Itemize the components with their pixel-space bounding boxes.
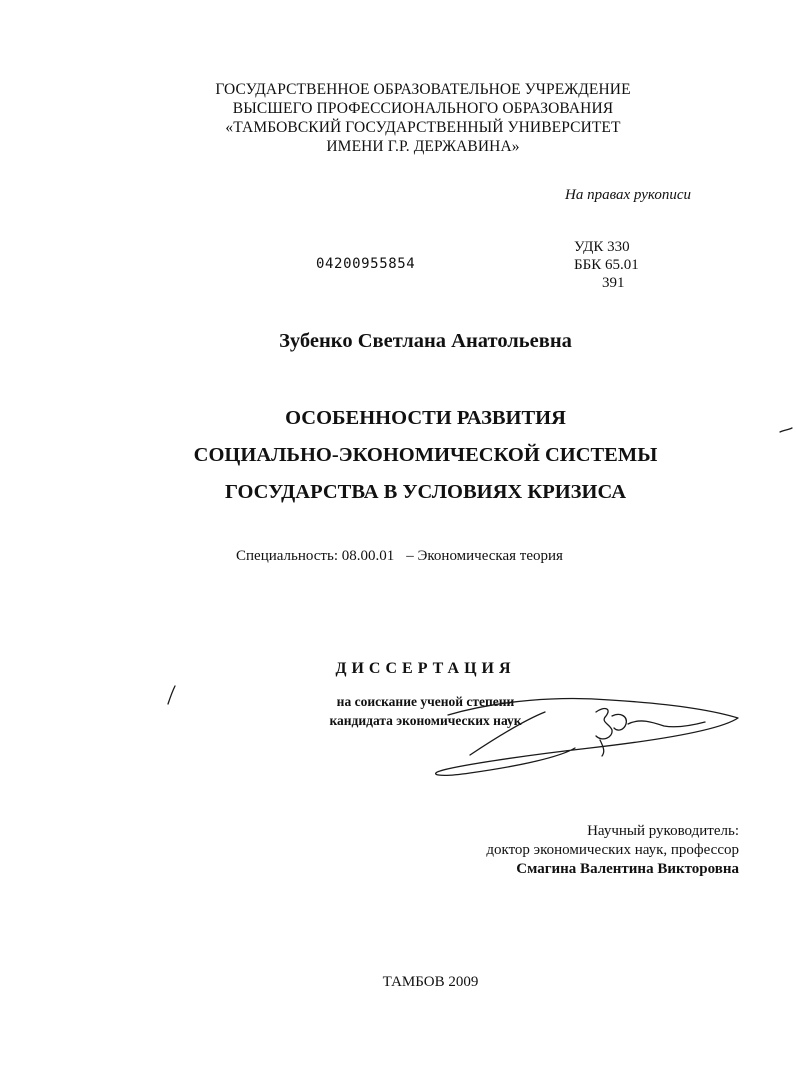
- institution-header: [0, 80, 797, 156]
- specialty-name: – Экономическая теория: [406, 548, 563, 564]
- supervisor-block: [486, 822, 739, 879]
- degree-statement: [0, 692, 797, 730]
- dissertation-title: [0, 400, 797, 511]
- institution-line: ИМЕНИ Г.Р. ДЕРЖАВИНА»: [326, 138, 520, 155]
- inventory-number: 04200955854: [316, 256, 416, 272]
- title-line: ГОСУДАРСТВА В УСЛОВИЯХ КРИЗИСА: [224, 481, 627, 503]
- supervisor-role: Научный руководитель:: [587, 823, 739, 839]
- specialty: [236, 548, 563, 565]
- title-line: ОСОБЕННОСТИ РАЗВИТИЯ: [285, 407, 566, 429]
- author-code: 391: [602, 275, 625, 291]
- degree-line-2: кандидата экономических наук: [329, 713, 522, 728]
- udk-code: УДК 330: [574, 239, 630, 255]
- place-year: ТАМБОВ 2009: [382, 974, 479, 990]
- institution-line: ГОСУДАРСТВЕННОЕ ОБРАЗОВАТЕЛЬНОЕ УЧРЕЖДЕНИЕ: [215, 81, 631, 98]
- degree-line-1: на соискание ученой степени: [336, 694, 515, 709]
- specialty-label: Специальность: 08.00.01: [236, 548, 395, 564]
- institution-line: «ТАМБОВСКИЙ ГОСУДАРСТВЕННЫЙ УНИВЕРСИТЕТ: [225, 119, 621, 136]
- title-line: СОЦИАЛЬНО-ЭКОНОМИЧЕСКОЙ СИСТЕМЫ: [193, 444, 658, 466]
- document-type: ДИССЕРТАЦИЯ: [335, 660, 516, 677]
- supervisor-credentials: доктор экономических наук, профессор: [486, 842, 739, 858]
- bbk-code: ББК 65.01: [574, 257, 639, 273]
- supervisor-name: Смагина Валентина Викторовна: [516, 861, 739, 877]
- institution-line: ВЫСШЕГО ПРОФЕССИОНАЛЬНОГО ОБРАЗОВАНИЯ: [232, 100, 614, 117]
- author-name: Зубенко Светлана Анатольевна: [279, 330, 572, 352]
- rights-note: На правах рукописи: [565, 187, 691, 203]
